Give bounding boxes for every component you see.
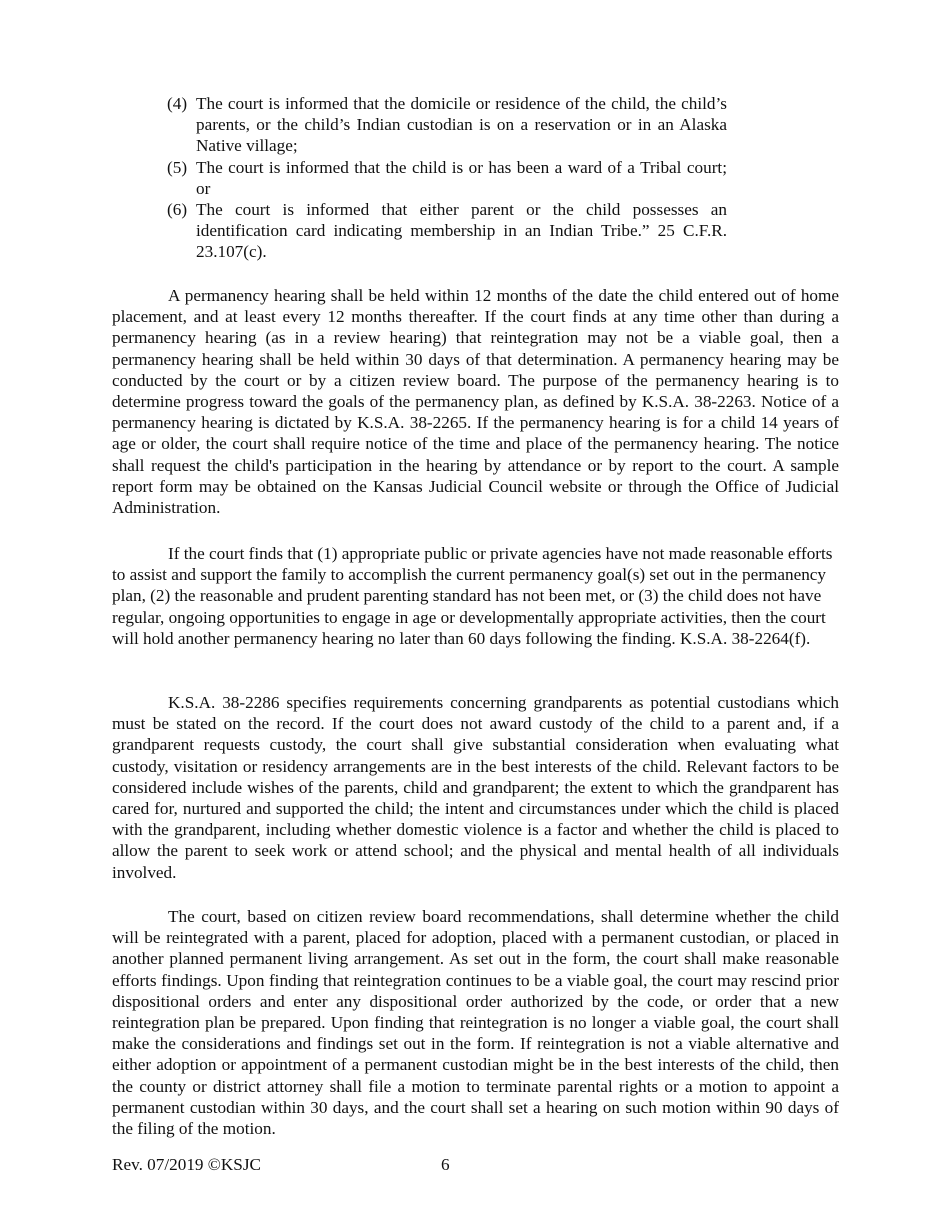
footer-revision: Rev. 07/2019 ©KSJC: [112, 1155, 261, 1174]
numbered-list: [167, 93, 727, 263]
list-item-text: The court is informed that the domicile or residence of the child, the child’s parents, or the child’s Indian custodian is on a reservation or in an Alaska Native village;: [196, 94, 727, 156]
paragraph-grandparents: K.S.A. 38-2286 specifies requirements concerning grandparents as potential custodians which must be stated on the record. If the court does not award custody of the child to a parent and, if a grandparent requests custody, the court shall give substantial consideration when evaluating what custody, visitation or residency arrangements are in the best interests of the child. Relevant factors to be considered include wishes of the parents, child and grandparent; the extent to which the grandparent has cared for, nurtured and supported the child; the intent and circumstances under which the child is placed with the grandparent, including whether domestic violence is a factor and whether the child is placed to allow the parent to seek work or attend school; and the physical and mental health of all individuals involved.: [112, 693, 839, 882]
list-item-text: The court is informed that the child is or has been a ward of a Tribal court; or: [196, 157, 727, 198]
paragraph-permanency-hearing: A permanency hearing shall be held within 12 months of the date the child entered out of home placement, and at least every 12 months thereafter. If the court finds at any time other than during a permanency hearing (as in a review hearing) that reintegration may not be a viable goal, then a permanency hearing shall be held within 30 days of that determination. A permanency hearing may be conducted by the court or by a citizen review board. The purpose of the permanency hearing is to determine progress toward the goals of the permanency plan, as defined by K.S.A. 38-2263. Notice of a permanency hearing is dictated by K.S.A. 38-2265. If the permanency hearing is for a child 14 years of age or older, the court shall require notice of the time and place of the permanency hearing. The notice shall request the child's participation in the hearing by attendance or by report to the court. A sample report form may be obtained on the Kansas Judicial Council website or through the Office of Judicial Administration.: [112, 286, 839, 518]
paragraph-reasonable-efforts: If the court finds that (1) appropriate public or private agencies have not made reasonable efforts to assist and support the family to accomplish the current permanency goal(s) set out in the permanency plan, (2) the reasonable and prudent parenting standard has not been met, or (3) the child does not have regular, ongoing opportunities to engage in age or developmentally appropriate activities, then the court will hold another permanency hearing no later than 60 days following the finding. K.S.A. 38-2264(f).: [112, 544, 833, 648]
paragraph-citizen-review-board: The court, based on citizen review board recommendations, shall determine whether the child will be reintegrated with a parent, placed for adoption, placed with a permanent custodian, or placed in another planned permanent living arrangement. As set out in the form, the court shall make reasonable efforts findings. Upon finding that reintegration continues to be a viable goal, the court may rescind prior dispositional orders and enter any dispositional order authorized by the code, or order that a new reintegration plan be prepared. Upon finding that reintegration is no longer a viable goal, the court shall make the considerations and findings set out in the form. If reintegration is not a viable alternative and either adoption or appointment of a permanent custodian might be in the best interests of the child, then the county or district attorney shall file a motion to terminate parental rights or a motion to appoint a permanent custodian within 30 days, and the court shall set a hearing on such motion within 90 days of the filing of the motion.: [112, 907, 839, 1139]
page-footer: [112, 1154, 839, 1176]
list-item-number: (6): [167, 200, 188, 220]
list-item: [167, 93, 727, 157]
list-item: [167, 157, 727, 199]
page-number: 6: [441, 1155, 450, 1174]
list-item-text: The court is informed that either parent or the child possesses an identification card indicating membership in an Indian Tribe.” 25 C.F.R. 23.107(c).: [196, 200, 727, 262]
list-item-number: (5): [167, 157, 188, 177]
list-item: [167, 199, 727, 263]
list-item-number: (4): [167, 94, 188, 113]
